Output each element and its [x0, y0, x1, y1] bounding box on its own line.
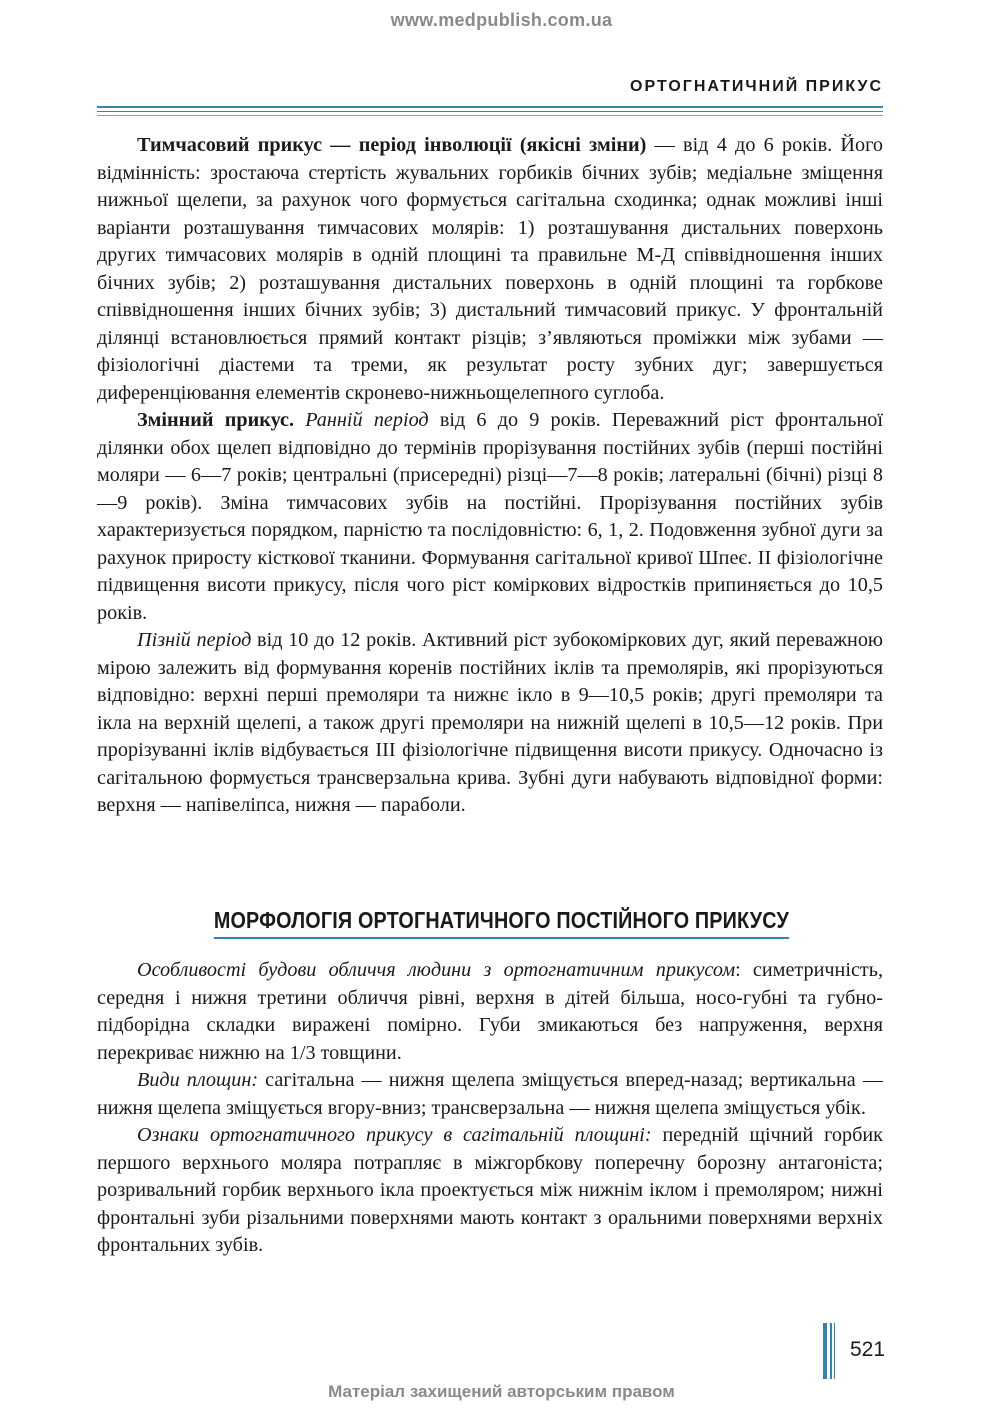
term-face-features: Особливості будови обличчя людини з ортогнатичним прикусом — [137, 959, 736, 981]
paragraph-text: передній щічний горбик першого верхнього моляра потрапляє в міжгорбкову поперечну борозну антагоніста; розривальний горбик верхнього ікла проектується між нижнім іклом і премоляром; нижні фронтальні зуби різальними поверхнями мають контакт з оральними поверхнями верхніх фронтальних зубів. — [97, 1124, 883, 1256]
term-temporary-bite: Тимчасовий прикус — період інволюції (якісні зміни) — [137, 134, 647, 156]
section-heading-text: МОРФОЛОГІЯ ОРТОГНАТИЧНОГО ПОСТІЙНОГО ПРИКУСУ — [214, 905, 789, 939]
paragraph-plane-types — [97, 1067, 883, 1122]
term-early-period: Ранній період — [305, 409, 429, 431]
site-url: www.medpublish.com.ua — [390, 10, 613, 30]
term-late-period: Пізній період — [137, 629, 252, 651]
page-number-bars — [823, 1323, 837, 1379]
term-sagittal-signs: Ознаки ортогнатичного прикусу в сагітальній площині: — [137, 1124, 652, 1146]
paragraph-face-features — [97, 957, 883, 1067]
section-heading — [0, 905, 1003, 939]
running-head: ОРТОГНАТИЧНИЙ ПРИКУС — [630, 78, 883, 95]
section-temporary-and-mixed-bite — [97, 132, 883, 820]
paragraph-mixed-bite-late — [97, 627, 883, 820]
paragraph-text: від 6 до 9 років. Переважний ріст фронтальної ділянки обох щелеп відповідно до термінів прорізування постійних зубів (перші постійні моляри — 6—7 років; центральні (присередні) різці—7—8 років; латеральні (бічні) різці 8—9 років). Зміна тимчасових зубів на постійні. Прорізування постійних зубів характеризується порядком, парністю та послідовністю: 6, 1, 2. Подовження зубної дуги за рахунок приросту кісткової тканини. Формування сагітальної кривої Шпеє. II фізіологічне підвищення висоти прикусу, після чого ріст коміркових відростків припиняється до 10,5 років. — [97, 409, 884, 624]
page-number: 521 — [850, 1338, 886, 1361]
term-mixed-bite: Змінний прикус. — [137, 409, 295, 431]
page-bar — [823, 1323, 827, 1379]
copyright-notice: Матеріал захищений авторським правом — [328, 1382, 675, 1401]
term-plane-types: Види площин: — [137, 1069, 259, 1091]
paragraph-sagittal-signs — [97, 1122, 883, 1260]
header-rule — [97, 106, 883, 108]
paragraph-mixed-bite-early — [97, 407, 883, 627]
section-morphology — [97, 957, 883, 1260]
header-rule — [97, 111, 883, 112]
paragraph-temporary-bite — [97, 132, 883, 407]
page-bar — [834, 1323, 835, 1379]
header-rule — [97, 115, 883, 116]
paragraph-text: — від 4 до 6 років. Його відмінність: зростаюча стертість жувальних горбиків бічних зубів; медіальне зміщення нижньої щелепи, за рахунок чого формується сагітальна сходинка; однак можливі інші варіанти розташування тимчасових молярів: 1) розташування дистальних поверхонь других тимчасових молярів в одній площині та правильне М-Д співвідношення інших бічних зубів; 2) розташування дистальних поверхонь в одній площині та горбкове співвідношення інших бічних зубів; 3) дистальний тимчасовий прикус. У фронтальній ділянці встановлюється прямий контакт різців; з’являються проміжки між зубами — фізіологічні діастеми та треми, як результат росту зубних дуг; завершується диференціювання елементів скронево-нижньощелепного суглоба. — [97, 134, 883, 404]
paragraph-text: сагітальна — нижня щелепа зміщується вперед-назад; вертикальна — нижня щелепа зміщується вгору-вниз; трансверзальна — нижня щелепа зміщується убік. — [97, 1069, 883, 1119]
paragraph-text: : симетричність, середня і нижня третини обличчя рівні, верхня в дітей більша, носо-губні та губно-підборідна складки виражені помірно. Губи змикаються без напруження, верхня перекриває нижню на 1/3 товщини. — [97, 959, 883, 1064]
paragraph-text: від 10 до 12 років. Активний ріст зубокоміркових дуг, який переважною мірою залежить від формування коренів постійних іклів та премолярів, які прорізуються відповідно: верхні перші премоляри та нижнє ікло в 9—10,5 років; другі премоляри та ікла на верхній щелепі, а також другі премоляри на нижній щелепі в 10,5—12 років. При прорізуванні іклів відбувається III фізіологічне підвищення висоти прикусу. Одночасно із сагітальною формується трансверзальна крива. Зубні дуги набувають відповідної форми: верхня — напівеліпса, нижня — параболи. — [97, 629, 883, 816]
page-bar — [830, 1323, 832, 1379]
